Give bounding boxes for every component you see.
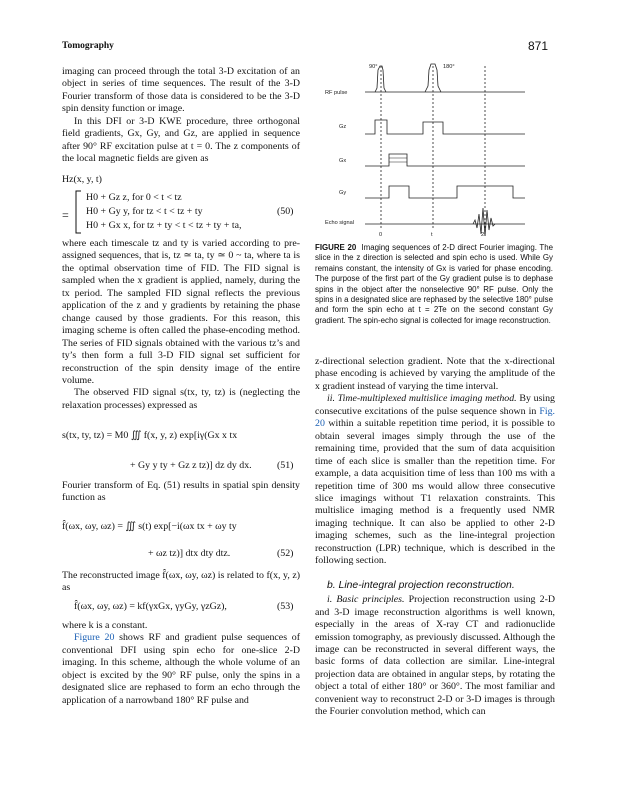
equals-sign: = bbox=[62, 208, 69, 222]
equation-bracket bbox=[74, 190, 84, 234]
equation-51-line-1: s(tx, ty, tz) = M0 ∭ f(x, y, z) exp[iγ(Gx x tx bbox=[62, 430, 238, 441]
label-rf: RF pulse bbox=[325, 90, 348, 96]
left-column-eq52-intro bbox=[62, 480, 300, 505]
paragraph: imaging can proceed through the total 3-D excitation of an object in series of time sequences. The result of the 3-D Fourier transform of those data is considered to be the 3-D spin density function or image. bbox=[62, 66, 300, 115]
equation-52-line-2: + ωz tz)] dtx dty dtz. bbox=[148, 548, 231, 559]
equation-50-row-3: H0 + Gx x, for tz + ty < t < tz + ty + ta, bbox=[86, 220, 242, 231]
label-echo: Echo signal bbox=[325, 220, 354, 226]
right-column bbox=[315, 356, 555, 719]
paragraph: Fourier transform of Eq. (51) results in spatial spin density function as bbox=[62, 480, 300, 504]
label-90: 90° bbox=[369, 64, 378, 70]
label-gx: Gx bbox=[339, 158, 347, 164]
gy-gradient bbox=[365, 186, 525, 198]
equation-50-number: (50) bbox=[277, 206, 294, 217]
equation-53: f̂(ωx, ωy, ωz) = kf(γxGx, γyGy, γzGz), bbox=[74, 601, 227, 612]
paragraph: The observed FID signal s(tx, ty, tz) is (neglecting the relaxation processes) expressed as bbox=[62, 387, 300, 411]
left-column-eq53-intro bbox=[62, 570, 300, 595]
running-title: Tomography bbox=[62, 41, 114, 51]
label-t: t bbox=[431, 232, 433, 238]
label-2t: 2t bbox=[481, 232, 486, 238]
paragraph: where k is a constant. bbox=[62, 620, 148, 631]
figure-caption bbox=[315, 243, 553, 326]
equation-50-row-2: H0 + Gy y, for tz < t < tz + ty bbox=[86, 206, 203, 217]
subsection-heading: ii. Time-multiplexed multislice imaging method. bbox=[327, 393, 517, 405]
paragraph: Figure 20 shows RF and gradient pulse sequences of conventional DFI using spin echo for one-slice 2-D imaging. In this scheme, although the whole volume of an object is excited by the 90° RF pulse, only the spins in a designated slice are rephased to form an echo through the application of a narrowband 180° RF pulse and bbox=[62, 632, 300, 706]
figure-20-link[interactable]: Figure 20 bbox=[74, 632, 115, 644]
label-gz: Gz bbox=[339, 124, 347, 130]
equation-51-line-2: + Gy y ty + Gz z tz)] dz dy dx. bbox=[130, 460, 252, 471]
label-t0: 0 bbox=[379, 232, 383, 238]
equation-50-lhs: Hz(x, y, t) bbox=[62, 174, 102, 185]
gx-gradient bbox=[365, 154, 525, 166]
equation-51-number: (51) bbox=[277, 460, 294, 471]
subsection-heading: i. Basic principles. bbox=[327, 594, 405, 606]
gx-steps bbox=[389, 158, 407, 162]
gz-gradient bbox=[365, 120, 525, 134]
label-180: 180° bbox=[443, 64, 455, 70]
paragraph: In this DFI or 3-D KWE procedure, three orthogonal field gradients, Gx, Gy, and Gz, are applied in sequence after 90° RF excitation pulse at t = 0. The z components of the local magnetic fields are given as bbox=[62, 115, 300, 165]
section-heading: b. Line-integral projection reconstruction. bbox=[327, 579, 515, 591]
paragraph: z-directional selection gradient. Note that the x-directional phase encoding is achieved by varying the amplitude of the x gradient instead of varying the time interval. bbox=[315, 356, 555, 392]
fig-20-link[interactable]: Fig. 20 bbox=[315, 405, 555, 430]
paragraph: ii. Time-multiplexed multislice imaging method. By using consecutive excitations of the pulse sequence shown in Fig. 20 within a suitable repetition time period, it is possible to obtain several images simply through the use of the remaining time, provided that the sum of data acquisition time of each slice is smaller than the repetition time. For example, a data acquisition time of less than 100 ms with a repetition time of 300 ms would allow three consecutive slice imagings without T1 relaxation constraints. This multislice imaging method is a frequently used NMR imaging technique. It can also be applied to other 2-D imaging schemes, such as the line-integral projection reconstruction (LPR) technique, which is described in the following section. bbox=[315, 393, 555, 567]
caption-label: FIGURE 20 bbox=[315, 243, 357, 252]
paragraph: where each timescale tz and ty is varied according to pre-assigned sequences, that is, tz ≃ ta, ty ≃ 0 ~ ta, where ta is the optimal observation time of FID. The FID signal is sampled when the x gradient is applied, namely, during the tx period. The sampled FID signal reflects the previous application of the z and y gradients by retaining the phase change caused by those gradients. For this reason, this imaging scheme is often called the phase-encoding method. The series of FID signals obtained with the various tz’s and ty’s then form a full 3-D FID signal set sufficient for reconstruction of the spin density image of the entire volume. bbox=[62, 238, 300, 386]
paragraph: The reconstructed image f̂(ωx, ωy, ωz) is related to f(x, y, z) as bbox=[62, 570, 300, 594]
equation-53-number: (53) bbox=[277, 601, 294, 612]
caption-text: Imaging sequences of 2-D direct Fourier imaging. The slice in the z direction is selected and spin echo is used. While Gy remains constant, the intensity of Gx is varied for phase encoding. The purpose of the first part of the Gy gradient pulse is to dephase spins in the object after the nonselective 90° RF pulse. Only the spins in a designated slice are rephased by the selective 180° pulse and form the spin echo at t = 2Te on the second constant Gy gradient. The spin-echo signal is collected for image reconstruction. bbox=[315, 243, 553, 325]
equation-50-row-1: H0 + Gz z, for 0 < t < tz bbox=[86, 192, 182, 203]
left-column-middle bbox=[62, 238, 300, 412]
left-column-top bbox=[62, 66, 300, 166]
label-gy: Gy bbox=[339, 190, 347, 196]
page-number: 871 bbox=[528, 39, 549, 53]
left-column-bottom bbox=[62, 620, 300, 707]
pulse-sequence-figure bbox=[325, 58, 555, 238]
equation-52-number: (52) bbox=[277, 548, 294, 559]
equation-52-line-1: f̂(ωx, ωy, ωz) = ∭ s(t) exp[−i(ωx tx + ωy ty bbox=[62, 521, 237, 532]
paragraph: i. Basic principles. Projection reconstruction using 2-D and 3-D image reconstruction algorithms is well known, especially in the areas of X-ray CT and radionuclide emission tomography, as previously discussed. Although the image can be reconstructed in several different ways, the basic forms of data collection are similar. Line-integral projection data are obtained in angular steps, by rotating the object a total of either 180° or 360°. The most familiar and convenient way to reconstruct 2-D or 3-D images is through the Fourier convolution method, which can bbox=[315, 594, 555, 718]
